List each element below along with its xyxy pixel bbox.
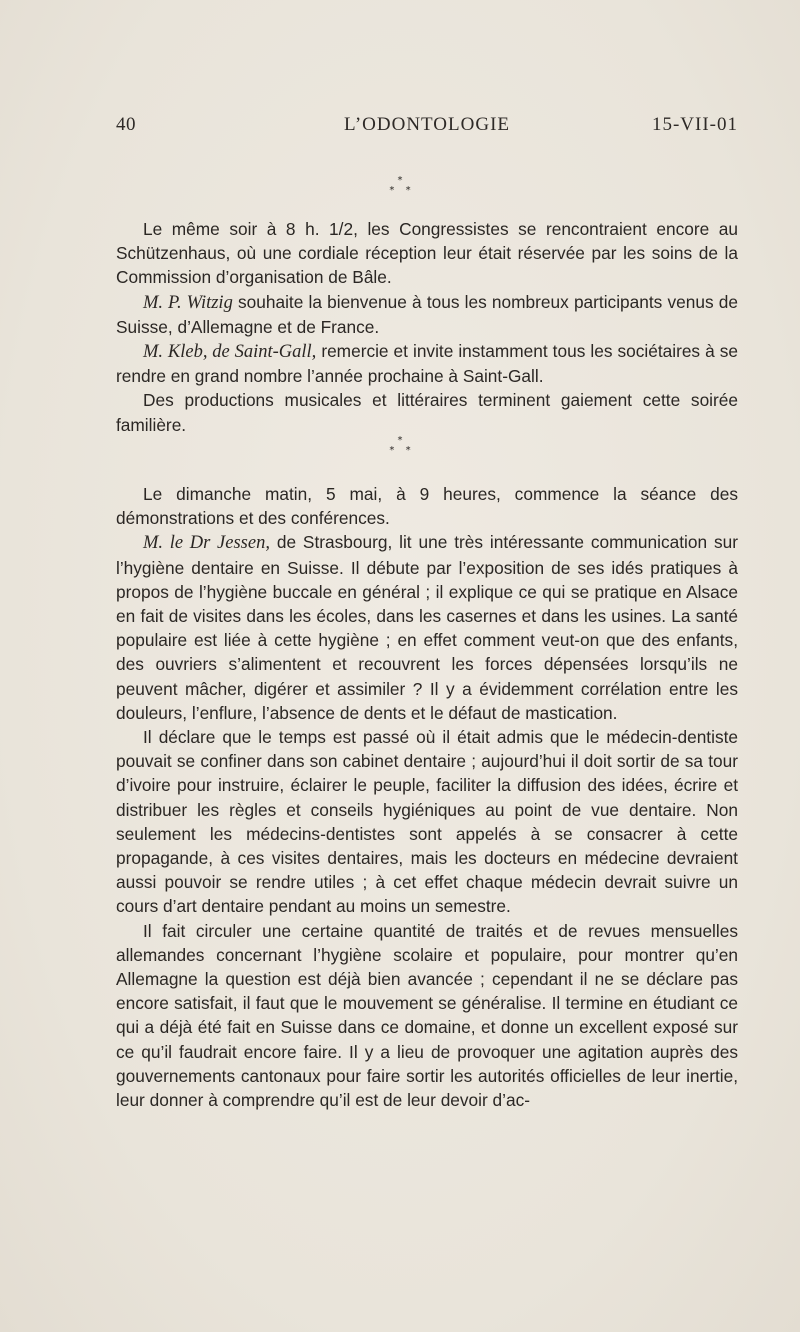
speaker-name: M. Kleb, de Saint-Gall, xyxy=(143,342,317,363)
asterism-top: * xyxy=(397,435,403,446)
page-number: 40 xyxy=(116,114,136,135)
paragraph: M. Kleb, de Saint-Gall, remercie et invite instamment tous les sociétaires à se rendre en grand nombre l’année prochaine à Saint-Gall. xyxy=(116,341,738,387)
section-divider-2 xyxy=(0,436,800,456)
section-evening-reception xyxy=(116,217,738,437)
section-divider-1 xyxy=(0,176,800,196)
section-sunday-session xyxy=(116,482,738,1112)
asterism-top: * xyxy=(397,175,403,186)
journal-title: L’ODONTOLOGIE xyxy=(343,114,511,135)
speaker-name: M. le Dr Jessen, xyxy=(143,533,270,554)
paragraph: Des productions musicales et littéraires terminent gaiement cette soirée familière. xyxy=(116,390,738,435)
paragraph: Le même soir à 8 h. 1/2, les Congressistes se rencontraient encore au Schützenhaus, où une cordiale réception leur était réservée par les soins de la Commission d’organisation de Bâle. xyxy=(116,219,738,288)
paragraph: M. P. Witzig souhaite la bienvenue à tous les nombreux participants venus de Suisse, d’Allemagne et de France. xyxy=(116,291,738,337)
speaker-name: M. P. Witzig xyxy=(143,292,233,313)
paragraph: M. le Dr Jessen, de Strasbourg, lit une très intéressante communication sur l’hygiène dentaire en Suisse. Il débute par l’exposition de ses idés pratiques à propos de l’hygiène buccale en général ; il explique ce qui se pratique en Alsace en fait de visites dans les écoles, dans les casernes et dans les usines. La santé populaire est liée à cette hygiène ; en effet comment veut-on que des enfants, des ouvriers s’alimentent et recouvrent les forces dépensées lorsqu’ils ne peuvent mâcher, digérer et assimiler ? Il y a évidemment corrélation entre les douleurs, l’enflure, l’absence de dents et le défaut de mastication. xyxy=(116,532,738,723)
paragraph: Le dimanche matin, 5 mai, à 9 heures, commence la séance des démonstrations et des conférences. xyxy=(116,484,738,529)
asterism-bottom: * * xyxy=(389,445,415,456)
paragraph: Il fait circuler une certaine quantité de traités et de revues mensuelles allemandes concernant l’hygiène scolaire et populaire, pour montrer qu’en Allemagne la question est déjà bien avancée ; cependant il ne se déclare pas encore satisfait, il faut que le mouvement se généralise. Il termine en étudiant ce qui a déjà été fait en Suisse dans ce domaine, et donne un excellent exposé sur ce qu’il faudrait encore faire. Il y a lieu de provoquer une agitation auprès des gouvernements cantonaux pour faire sortir les autorités officielles de leur inertie, leur donner à comprendre qu’il est de leur devoir d’ac- xyxy=(116,920,738,1111)
asterism-bottom: * * xyxy=(389,185,415,196)
issue-date: 15-VII-01 xyxy=(651,114,738,135)
running-header xyxy=(116,114,738,144)
paragraph: Il déclare que le temps est passé où il était admis que le médecin-dentiste pouvait se confiner dans son cabinet dentaire ; aujourd’hui il doit sortir de sa tour d’ivoire pour instruire, éclairer le peuple, faciliter la diffusion des idées, écrire et distribuer les règles et conseils hygiéniques au point de vue dentaire. Non seulement les médecins-dentistes sont appelés à se consacrer à cette propagande, à ces visites dentaires, mais les docteurs en médecine devraient aussi pouvoir se rendre utiles ; à cet effet chaque médecin devrait suivre un cours d’art dentaire pendant au moins un semestre. xyxy=(116,727,738,917)
